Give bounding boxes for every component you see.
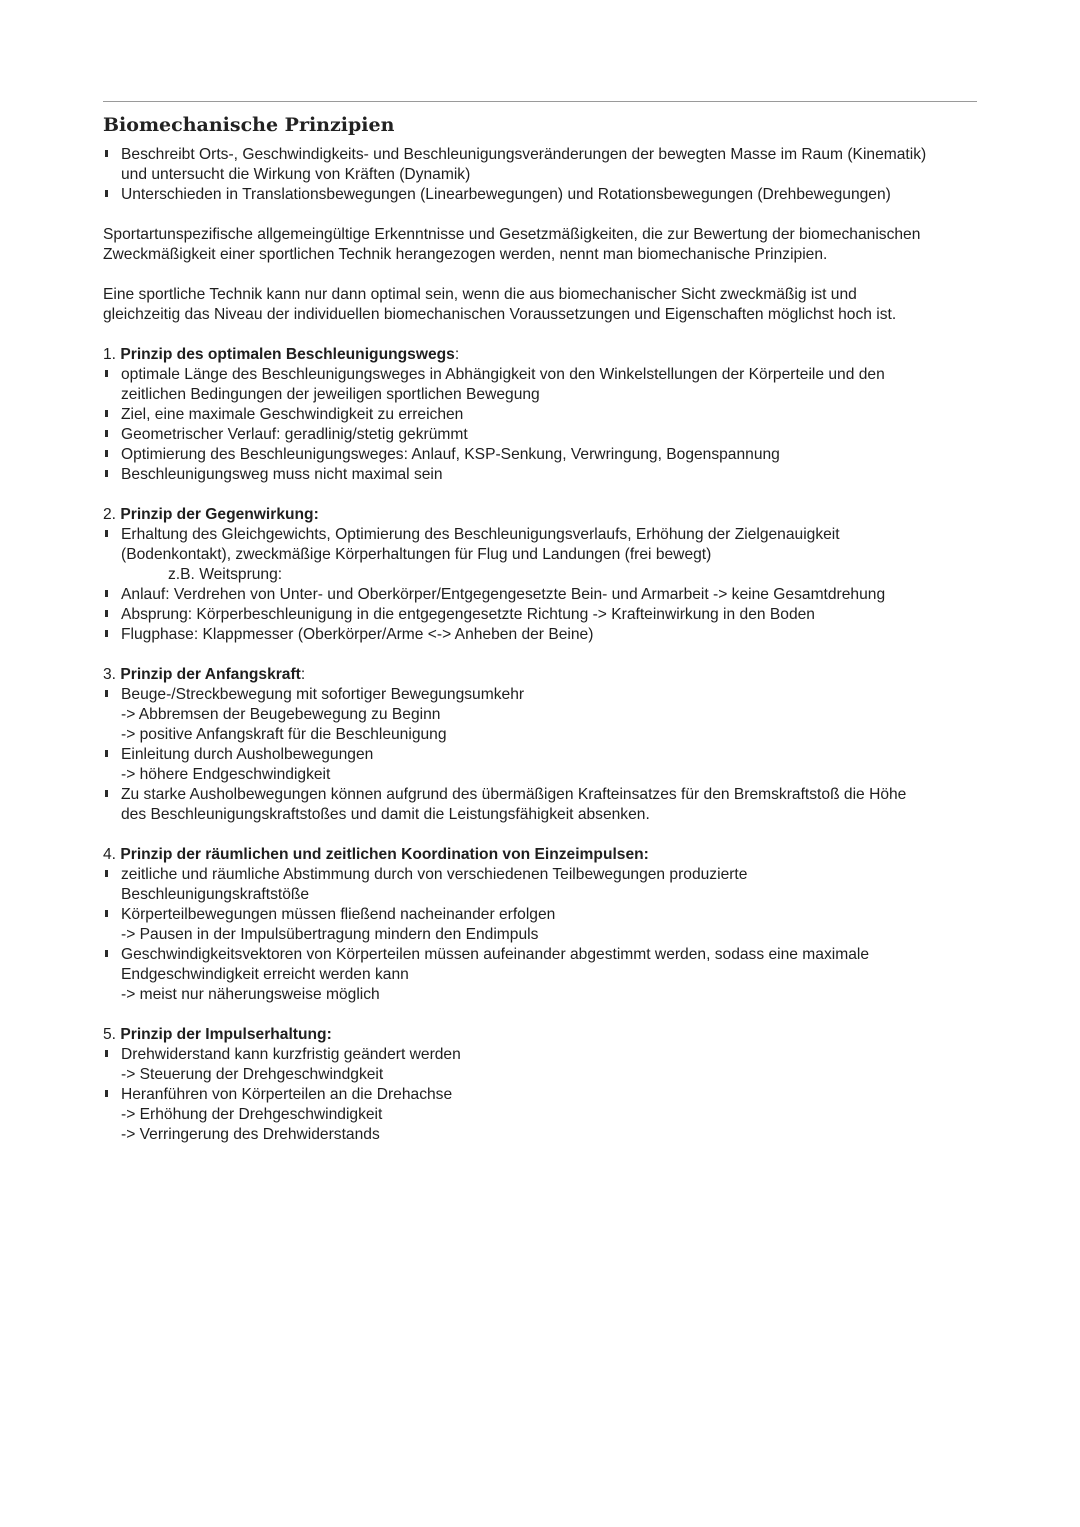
list-item: optimale Länge des Beschleunigungsweges in Abhängigkeit von den Winkelstellungen der Körperteile und den zeitlichen Bedingungen der jeweiligen sportlichen Bewegung [103,365,977,405]
section-4-list [103,865,977,1005]
list-item: Drehwiderstand kann kurzfristig geändert werden -> Steuerung der Drehgeschwindgkeit [103,1045,977,1085]
intro-section [103,145,977,1145]
list-item: Heranführen von Körperteilen an die Drehachse -> Erhöhung der Drehgeschwindigkeit -> Verringerung des Drehwiderstands [103,1085,977,1145]
list-item: Anlauf: Verdrehen von Unter- und Oberkörper/Entgegengesetzte Bein- und Armarbeit -> keine Gesamtdrehung [103,585,977,605]
section-1-list [103,365,977,485]
intro-list [103,145,977,205]
list-item: Körperteilbewegungen müssen fließend nacheinander erfolgen -> Pausen in der Impulsübertragung mindern den Endimpuls [103,905,977,945]
paragraph-definition: Sportartunspezifische allgemeingültige Erkenntnisse und Gesetzmäßigkeiten, die zur Bewertung der biomechanischen Zweckmäßigkeit einer sportlichen Technik herangezogen werden, nennt man biomechanische Prinzipien. [103,226,921,263]
document-page [103,101,977,1145]
section-2-list [103,525,977,565]
section-heading-2: 2. Prinzip der Gegenwirkung: [103,506,319,523]
paragraph-technique: Eine sportliche Technik kann nur dann optimal sein, wenn die aus biomechanischer Sicht zweckmäßig ist und gleichzeitig das Niveau der individuellen biomechanischen Voraussetzungen und Eigenschaften möglichst hoch ist. [103,286,897,323]
list-item: Beschleunigungsweg muss nicht maximal sein [103,465,977,485]
list-item: Flugphase: Klappmesser (Oberkörper/Arme <-> Anheben der Beine) [103,625,977,645]
list-item: Einleitung durch Ausholbewegungen -> höhere Endgeschwindigkeit [103,745,977,785]
list-item: Optimierung des Beschleunigungsweges: Anlauf, KSP-Senkung, Verwringung, Bogenspannung [103,445,977,465]
list-item: Ziel, eine maximale Geschwindigkeit zu erreichen [103,405,977,425]
list-item: zeitliche und räumliche Abstimmung durch von verschiedenen Teilbewegungen produzierte Beschleunigungskraftstöße [103,865,977,905]
list-item: Beschreibt Orts-, Geschwindigkeits- und Beschleunigungsveränderungen der bewegten Masse im Raum (Kinematik) und untersucht die Wirkung von Kräften (Dynamik) [103,145,977,185]
top-divider [103,101,977,102]
section-5-list [103,1045,977,1145]
section-heading-3: 3. Prinzip der Anfangskraft: [103,666,306,683]
section-3-list [103,685,977,825]
list-item: Zu starke Ausholbewegungen können aufgrund des übermäßigen Krafteinsatzes für den Bremskraftstoß die Höhe des Beschleunigungskraftstoßes und damit die Leistungsfähigkeit absenken. [103,785,977,825]
section-2-example-list [103,585,977,645]
section-heading-4: 4. Prinzip der räumlichen und zeitlichen Koordination von Einzeimpulsen: [103,846,649,863]
section-heading-5: 5. Prinzip der Impulserhaltung: [103,1026,332,1043]
list-item: Absprung: Körperbeschleunigung in die entgegengesetzte Richtung -> Krafteinwirkung in den Boden [103,605,977,625]
list-item: Geschwindigkeitsvektoren von Körperteilen müssen aufeinander abgestimmt werden, sodass eine maximale Endgeschwindigkeit erreicht werden kann -> meist nur näherungsweise möglich [103,945,977,1005]
list-item: Geometrischer Verlauf: geradlinig/stetig gekrümmt [103,425,977,445]
page-title: Biomechanische Prinzipien [103,114,395,136]
list-item: Beuge-/Streckbewegung mit sofortiger Bewegungsumkehr -> Abbremsen der Beugebewegung zu Beginn -> positive Anfangskraft für die Beschleunigung [103,685,977,745]
list-item: Unterschieden in Translationsbewegungen (Linearbewegungen) und Rotationsbewegungen (Drehbewegungen) [103,185,977,205]
example-label: z.B. Weitsprung: [168,566,283,583]
section-heading-1: 1. Prinzip des optimalen Beschleunigungswegs: [103,346,460,363]
list-item: Erhaltung des Gleichgewichts, Optimierung des Beschleunigungsverlaufs, Erhöhung der Zielgenauigkeit (Bodenkontakt), zweckmäßige Körperhaltungen für Flug und Landungen (frei bewegt) [103,525,977,565]
